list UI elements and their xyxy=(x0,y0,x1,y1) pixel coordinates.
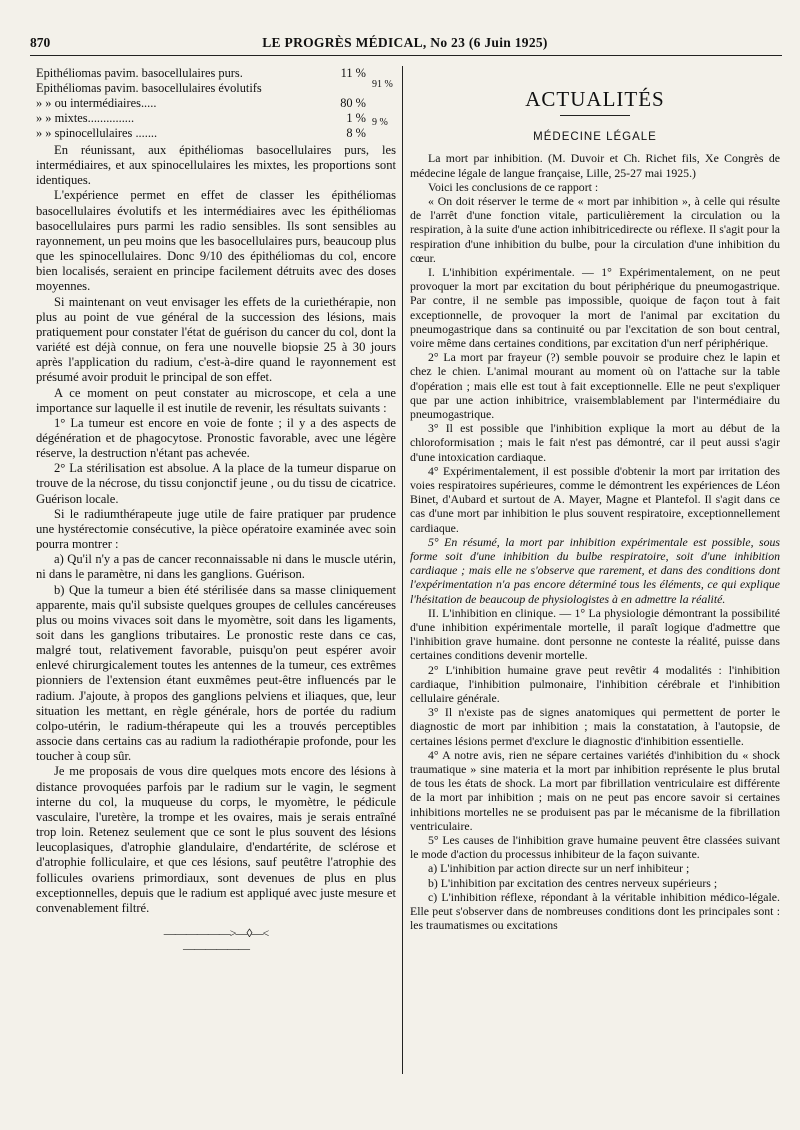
paragraph: 1° La tumeur est encore en voie de fonte ; il y a des aspects de dégénération et de phagocytose. Pronostic favorable, avec une légère réserve, la destruction n'étant pas achevée. xyxy=(36,415,396,461)
table-row: » » spinocellulaires ....... 8 % xyxy=(36,126,366,140)
table-row: » » ou intermédiaires..... 80 % xyxy=(36,96,366,110)
paragraph: Si le radiumthérapeute juge utile de faire pratiquer par prudence une hystérectomie consécutive, la pièce opératoire examinée avec soin pourra montrer : xyxy=(36,506,396,552)
table-row: Epithéliomas pavim. basocellulaires purs. 11 % xyxy=(36,66,366,80)
heading-rule xyxy=(560,115,630,116)
paragraph: 2° La stérilisation est absolue. A la place de la tumeur disparue on trouve de la nécrose, du tissu conjonctif jeune , ou du tissu de cicatrice. Guérison locale. xyxy=(36,461,396,506)
paragraph: « On doit réserver le terme de « mort par inhibition », à celle qui résulte de l'arrêt d'une fonction vitale, particulièrement la circulation ou la respiration, à la suite d'une action inhibitricedirecte ou réflexe. Il s'agit pour la respiration d'une inhibition du bulbe, pour la circulation d'une inhibition du cœur. xyxy=(410,193,780,265)
paragraph: 3° Il n'existe pas de signes anatomiques qui permettent de porter le diagnostic de mort par inhibition ; mais la constatation, à l'autopsie, de certaines lésions permet d'exclure le diagnostic d'inhibition essentielle. xyxy=(410,705,780,748)
paragraph: I. L'inhibition expérimentale. — 1° Expérimentalement, on ne peut provoquer la mort par excitation du bout périphérique du pneumogastrique. Par contre, il ne semble pas impossible, quoique de façon tout à fait exceptionnelle, de provoquer la mort de l'animal par excitation du pneumogastrique dans sa continuité ou par l'excitation de son bout central, voire même dans certaines conditions, par excitation d'un nerf périphérique. xyxy=(410,264,780,350)
section-heading: ACTUALITÉS xyxy=(525,87,665,111)
paragraph: a) Qu'il n'y a pas de cancer reconnaissable ni dans le muscle utérin, ni dans le paramètre, ni dans les ganglions. Guérison. xyxy=(36,552,396,582)
paragraph: L'expérience permet en effet de classer les épithéliomas basocellulaires évolutifs et les intermédiaires avec les épithéliomas basocellulaires purs parmi les radio sensibles. Ils sont sensibles au rayonnement, un peu moins que les basocellulaires purs, beaucoup plus que les spinocellulaires. Donc 9/10 des épithéliomas du col, encore bien localisés, seraient en principe facilement détruits avec des doses moyennes. xyxy=(36,188,396,294)
paragraph: b) Que la tumeur a bien été stérilisée dans sa masse cliniquement apparente, mais qu'il subsiste quelques groupes de cellules cancéreuses plus ou moins vivaces soit dans le myomètre, soit dans les ligaments, soit dans les ganglions tributaires. Le pronostic reste dans ce cas, malgré tout, relativement favorable, puisqu'on peut espérer avoir enlevé chirurgicalement toutes les antennes de la tumeur, ces extrêmes pionniers de l'extension étant euxmêmes peut-être influencés par le radium. J'ajoute, à propos des ganglions pelviens et iliaques, que, leur situation les mettant, en règle générale, hors de portée du radium colpo-utérin, le radium-thérapeute qui les a trouvés perceptibles associe dans certains cas au radium la radiothérapie profonde, pour les toucher à coup sûr. xyxy=(36,582,396,764)
page-number: 870 xyxy=(30,35,51,50)
right-column xyxy=(410,87,780,933)
paragraph: En réunissant, aux épithéliomas basocellulaires purs, les intermédiaires, et aux spinocellulaires les mixtes, les proportions sont identiques. xyxy=(36,143,396,188)
statistics-table xyxy=(36,66,396,141)
paragraph: Je me proposais de vous dire quelques mots encore des lésions à distance provoquées parfois par le radium sur le vagin, le segment interne du col, la muqueuse du corps, le myomètre, le pédicule vasculaire, l'uretère, la trompe et les ovaires, mais je serais entraîné trop loin. Retenez seulement que ce sont le plus souvent des lésions leucoplasiques, d'atrophie glandulaire, d'endartérite, de sclérose et d'atrophie folliculaire, et que ces lésions, sauf peutêtre l'atrophie des follicules ovariens primordiaux, sont devenues de plus en plus exceptionnelles, depuis que le radium est appliqué avec juste mesure et convenablement filtré. xyxy=(36,764,396,915)
table-row: » » mixtes............... 1 % xyxy=(36,111,366,125)
paragraph: 2° La mort par frayeur (?) semble pouvoir se produire chez le lapin et chez le chien. L'animal mourant au moment où on l'attache sur la table d'opération ; mais elle est tout à fait exceptionnelle. Elle ne peut s'expliquer que par une action inhibitrice, vraisemblablement par l'intermédiaire du pneumogastrique. xyxy=(410,350,780,421)
paragraph: 3° Il est possible que l'inhibition explique la mort au début de la chloroformisation ; mais le fait n'est pas démontré, car il peut aussi s'agir d'une intoxication cardiaque. xyxy=(410,421,780,464)
paragraph: Si maintenant on veut envisager les effets de la curiethérapie, non plus au point de vue général de la succession des lésions, mais pratiquement pour constater l'état de guérison du cancer du col, dont la variété est déjà connue, on fera une nouvelle biopsie 25 à 30 jours après l'application du radium, c'est-à-dire quand le rayonnement est présumé avoir produit le principal de son effet. xyxy=(36,294,396,385)
paragraph: 5° Les causes de l'inhibition grave humaine peuvent être classées suivant le mode d'action du processus inhibiteur de la façon suivante. xyxy=(410,833,780,862)
running-header xyxy=(30,35,780,55)
paragraph: 5° En résumé, la mort par inhibition expérimentale est possible, sous forme soit d'une inhibition du bulbe respiratoire, soit d'une inhibition cardiaque ; mais elle ne s'observe que rarement, et dans des conditions dont l'expérimentation n'a pas encore déterminé tous les éléments, ce qui explique l'hésitation de beaucoup de physiologistes à en admettre la réalité. xyxy=(410,534,780,606)
paragraph: 4° A notre avis, rien ne sépare certaines variétés d'inhibition du « shock traumatique » sine materia et la mort par inhibition représente le plus brutal de tous les états de shock. La mort par fibrillation ventriculaire est différente de la mort par inhibition ; mais on ne peut pas encore savoir si certaines inhibitions mortelles ne se produisent pas par le mécanisme de la fibrillation ventriculaire. xyxy=(410,747,780,833)
list-item: a) L'inhibition par action directe sur un nerf inhibiteur ; xyxy=(428,861,690,876)
paragraph: Voici les conclusions de ce rapport : xyxy=(428,179,599,194)
table-row: Epithéliomas pavim. basocellulaires évolutifs xyxy=(36,81,262,95)
paragraph: II. L'inhibition en clinique. — 1° La physiologie démontrant la possibilité d'une inhibition expérimentale mortelle, il paraît logique d'admettre que l'inhibition grave humaine. dont personne ne conteste la réalité, puisse dans certaines conditions devenir mortelle. xyxy=(410,605,780,663)
paragraph: 2° L'inhibition humaine grave peut revêtir 4 modalités : l'inhibition cardiaque, l'inhibition pulmonaire, l'inhibition cérébrale et l'inhibition cellulaire générale. xyxy=(410,662,780,706)
list-item: b) L'inhibition par excitation des centres nerveux supérieurs ; xyxy=(428,875,718,890)
subsection-heading: MÉDECINE LÉGALE xyxy=(533,131,657,144)
list-item: c) L'inhibition réflexe, répondant à la véritable inhibition médico-légale. Elle peut s'observer dans de nombreuses conditions dont les principales sont : les traumatismes ou excitations xyxy=(410,889,780,933)
column-divider xyxy=(402,66,403,1074)
article-intro: La mort par inhibition. (M. Duvoir et Ch. Richet fils, Xe Congrès de médecine légale de langue française, Lille, 25-27 mai 1925.) xyxy=(410,151,780,180)
journal-title: LE PROGRÈS MÉDICAL, No 23 (6 Juin 1925) xyxy=(262,35,548,50)
end-ornament: ——————>—◊—<—————— xyxy=(163,925,269,956)
brace-total-radiosensitive: 91 % xyxy=(372,79,393,91)
paragraph: A ce moment on peut constater au microscope, et cela a une importance sur laquelle il est inutile de revenir, les résultats suivants : xyxy=(36,385,396,415)
header-rule xyxy=(30,55,782,56)
brace-total-other: 9 % xyxy=(372,116,388,128)
left-column xyxy=(36,66,396,956)
paragraph: 4° Expérimentalement, il est possible d'obtenir la mort par irritation des voies respiratoires supérieures, comme le démontrent les expériences de Léon Binet, d'Aubard et surtout de A. Mayer, Magne et Plantefol. Il s'agit dans ce cas d'une mort par inhibition le plus souvent respiratoire, exceptionnellement cardiaque. xyxy=(410,463,780,535)
